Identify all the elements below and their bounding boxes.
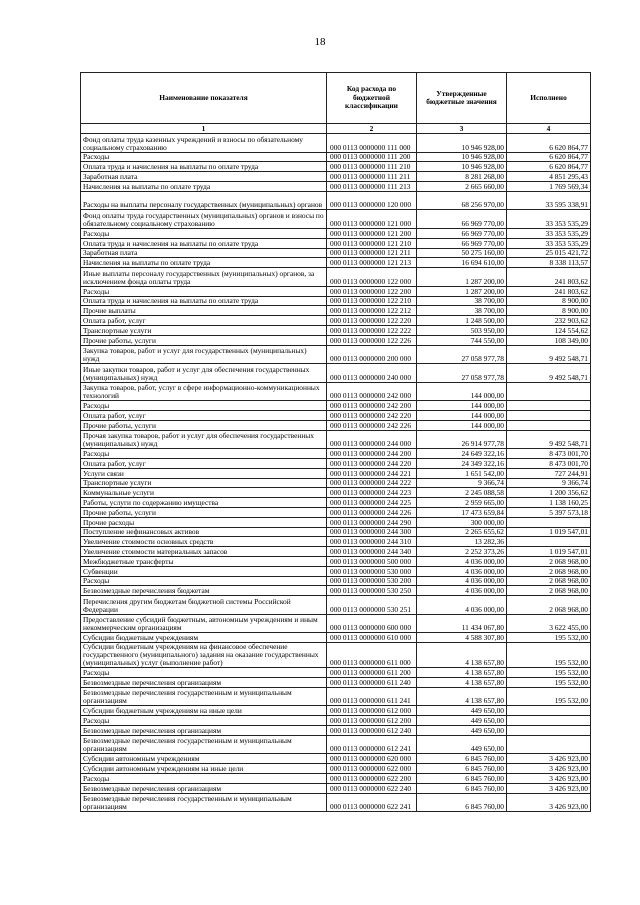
row-executed: 2 068 968,00	[507, 557, 591, 567]
row-executed	[507, 537, 591, 547]
row-name: Начисления на выплаты по оплате труда	[81, 181, 327, 191]
table-row	[81, 449, 591, 459]
row-code: 000 0113 0000000 122 222	[327, 325, 417, 335]
table-row	[81, 228, 591, 238]
row-name: Расходы	[81, 152, 327, 162]
row-approved: 4 138 657,80	[417, 687, 507, 706]
table-row	[81, 306, 591, 316]
table-row	[81, 364, 591, 383]
row-code: 000 0113 0000000 244 300	[327, 527, 417, 537]
row-name: Транспортные услуги	[81, 478, 327, 488]
row-name: Расходы	[81, 286, 327, 296]
row-name: Расходы	[81, 401, 327, 411]
row-name: Безвозмездные перечисления организациям	[81, 678, 327, 688]
row-executed: 33 595 338,91	[507, 191, 591, 210]
table-row	[81, 181, 591, 191]
table-row	[81, 547, 591, 557]
table-row	[81, 134, 591, 153]
column-number: 1	[81, 124, 327, 134]
row-executed: 3 426 923,00	[507, 783, 591, 793]
row-executed	[507, 411, 591, 421]
row-name: Прочие работы, услуги	[81, 508, 327, 518]
table-row	[81, 586, 591, 596]
table-row	[81, 248, 591, 258]
row-approved: 1 651 542,00	[417, 468, 507, 478]
table-row	[81, 754, 591, 764]
row-name: Прочая закупка товаров, работ и услуг для обеспечения государственных (муниципальных) нужд	[81, 430, 327, 449]
row-name: Расходы	[81, 668, 327, 678]
row-code: 000 0113 0000000 622 240	[327, 783, 417, 793]
table-row	[81, 687, 591, 706]
row-name: Заработная плата	[81, 248, 327, 258]
row-approved: 449 650,00	[417, 716, 507, 726]
row-name: Транспортные услуги	[81, 325, 327, 335]
table-body	[81, 134, 591, 812]
row-code: 000 0113 0000000 244 222	[327, 478, 417, 488]
table-row	[81, 296, 591, 306]
table-row	[81, 268, 591, 287]
row-executed: 1 200 356,62	[507, 488, 591, 498]
row-approved: 2 252 373,26	[417, 547, 507, 557]
table-row	[81, 557, 591, 567]
row-code: 000 0113 0000000 620 000	[327, 754, 417, 764]
row-code: 000 0113 0000000 622 241	[327, 793, 417, 812]
row-approved: 11 434 067,80	[417, 614, 507, 633]
row-executed	[507, 726, 591, 736]
row-name: Услуги связи	[81, 468, 327, 478]
row-approved: 38 700,00	[417, 306, 507, 316]
row-name: Оплата работ, услуг	[81, 316, 327, 326]
table-row	[81, 537, 591, 547]
row-executed	[507, 735, 591, 754]
row-approved: 1 287 200,00	[417, 286, 507, 296]
row-name: Субсидии бюджетным учреждениям на иные цели	[81, 706, 327, 716]
row-code: 000 0113 0000000 121 000	[327, 210, 417, 229]
row-executed: 9 492 548,71	[507, 345, 591, 364]
row-name: Расходы	[81, 449, 327, 459]
row-code: 000 0113 0000000 121 213	[327, 258, 417, 268]
row-approved: 8 281 268,00	[417, 172, 507, 182]
row-executed: 124 554,62	[507, 325, 591, 335]
budget-execution-table	[80, 72, 591, 812]
row-approved: 144 000,00	[417, 401, 507, 411]
row-approved: 744 550,00	[417, 335, 507, 345]
header-approved: Утвержденные бюджетные значения	[417, 73, 507, 124]
row-code: 000 0113 0000000 244 223	[327, 488, 417, 498]
row-approved: 300 000,00	[417, 517, 507, 527]
row-executed: 25 015 421,72	[507, 248, 591, 258]
header-code: Код расхода по бюджетной классификации	[327, 73, 417, 124]
table-row	[81, 162, 591, 172]
row-executed: 2 068 968,00	[507, 596, 591, 615]
row-name: Закупка товаров, работ и услуг для государственных (муниципальных) нужд	[81, 345, 327, 364]
row-code: 000 0113 0000000 200 000	[327, 345, 417, 364]
row-code: 000 0113 0000000 244 200	[327, 449, 417, 459]
table-row	[81, 238, 591, 248]
row-name: Межбюджетные трансферты	[81, 557, 327, 567]
table-row	[81, 614, 591, 633]
row-executed: 241 803,62	[507, 286, 591, 296]
row-executed: 33 353 535,29	[507, 210, 591, 229]
table-row	[81, 345, 591, 364]
row-code: 000 0113 0000000 244 340	[327, 547, 417, 557]
row-approved: 4 036 000,00	[417, 566, 507, 576]
row-approved: 2 245 088,58	[417, 488, 507, 498]
row-name: Увеличение стоимости материальных запасов	[81, 547, 327, 557]
table-row	[81, 478, 591, 488]
row-approved: 2 959 665,00	[417, 498, 507, 508]
row-name: Закупка товаров, работ, услуг в сфере информационно-коммуникационных технологий	[81, 382, 327, 401]
row-code: 000 0113 0000000 121 211	[327, 248, 417, 258]
table-row	[81, 527, 591, 537]
row-executed: 5 397 573,18	[507, 508, 591, 518]
row-code: 000 0113 0000000 612 200	[327, 716, 417, 726]
row-approved: 2 265 655,62	[417, 527, 507, 537]
row-name: Субсидии бюджетным учреждениям на финансовое обеспечение государственного (муниципального) задания на оказание государственных (муниципальных) услуг (выполнение работ)	[81, 643, 327, 668]
row-executed: 8 338 113,57	[507, 258, 591, 268]
row-name: Заработная плата	[81, 172, 327, 182]
row-code: 000 0113 0000000 611 200	[327, 668, 417, 678]
row-code: 000 0113 0000000 244 220	[327, 459, 417, 469]
row-code: 000 0113 0000000 530 000	[327, 566, 417, 576]
row-executed: 3 622 455,00	[507, 614, 591, 633]
row-executed: 3 426 923,00	[507, 774, 591, 784]
row-approved: 16 694 610,00	[417, 258, 507, 268]
table-row	[81, 286, 591, 296]
row-approved: 4 036 000,00	[417, 596, 507, 615]
row-code: 000 0113 0000000 600 000	[327, 614, 417, 633]
row-approved: 6 845 760,00	[417, 764, 507, 774]
row-approved: 449 650,00	[417, 735, 507, 754]
row-code: 000 0113 0000000 111 210	[327, 162, 417, 172]
row-approved: 4 588 307,80	[417, 633, 507, 643]
row-name: Безвозмездные перечисления бюджетам	[81, 586, 327, 596]
row-code: 000 0113 0000000 244 225	[327, 498, 417, 508]
table-row	[81, 191, 591, 210]
row-approved: 27 058 977,78	[417, 364, 507, 383]
row-executed: 2 068 968,00	[507, 566, 591, 576]
table-row	[81, 172, 591, 182]
row-name: Иные закупки товаров, работ и услуг для обеспечения государственных (муниципальных) нужд	[81, 364, 327, 383]
table-row	[81, 468, 591, 478]
row-name: Безвозмездные перечисления государственным и муниципальным организациям	[81, 687, 327, 706]
row-executed: 8 900,00	[507, 306, 591, 316]
row-executed: 8 900,00	[507, 296, 591, 306]
table-row	[81, 576, 591, 586]
row-name: Расходы	[81, 576, 327, 586]
row-executed	[507, 382, 591, 401]
row-executed: 1 019 547,01	[507, 547, 591, 557]
row-code: 000 0113 0000000 120 000	[327, 191, 417, 210]
row-code: 000 0113 0000000 121 210	[327, 238, 417, 248]
row-name: Субсидии автономным учреждениям на иные цели	[81, 764, 327, 774]
row-approved: 68 256 970,00	[417, 191, 507, 210]
row-code: 000 0113 0000000 240 000	[327, 364, 417, 383]
page-number: 18	[314, 36, 326, 48]
row-code: 000 0113 0000000 242 226	[327, 420, 417, 430]
table-row	[81, 774, 591, 784]
table-row	[81, 726, 591, 736]
header-name: Наименование показателя	[81, 73, 327, 124]
row-executed	[507, 401, 591, 411]
table-row	[81, 210, 591, 229]
row-code: 000 0113 0000000 111 000	[327, 134, 417, 153]
row-name: Коммунальные услуги	[81, 488, 327, 498]
row-executed: 6 620 864,77	[507, 162, 591, 172]
row-code: 000 0113 0000000 500 000	[327, 557, 417, 567]
row-executed: 33 353 535,29	[507, 228, 591, 238]
row-approved: 66 969 770,00	[417, 210, 507, 229]
row-code: 000 0113 0000000 530 200	[327, 576, 417, 586]
table-row	[81, 508, 591, 518]
row-name: Прочие работы, услуги	[81, 335, 327, 345]
row-executed: 195 532,00	[507, 643, 591, 668]
row-executed	[507, 517, 591, 527]
row-executed: 1 769 569,34	[507, 181, 591, 191]
row-code: 000 0113 0000000 622 200	[327, 774, 417, 784]
row-code: 000 0113 0000000 612 240	[327, 726, 417, 736]
table-header	[81, 73, 591, 134]
row-code: 000 0113 0000000 611 000	[327, 643, 417, 668]
table-row	[81, 668, 591, 678]
row-code: 000 0113 0000000 121 200	[327, 228, 417, 238]
row-approved: 10 946 928,00	[417, 134, 507, 153]
row-approved: 144 000,00	[417, 420, 507, 430]
row-executed: 1 019 547,01	[507, 527, 591, 537]
row-code: 000 0113 0000000 244 290	[327, 517, 417, 527]
row-approved: 4 036 000,00	[417, 586, 507, 596]
row-name: Безвозмездные перечисления организациям	[81, 726, 327, 736]
row-code: 000 0113 0000000 244 000	[327, 430, 417, 449]
row-code: 000 0113 0000000 622 000	[327, 764, 417, 774]
row-executed: 727 244,91	[507, 468, 591, 478]
table-row	[81, 706, 591, 716]
column-number: 4	[507, 124, 591, 134]
row-approved: 66 969 770,00	[417, 238, 507, 248]
row-approved: 6 845 760,00	[417, 783, 507, 793]
row-executed	[507, 716, 591, 726]
table-row	[81, 596, 591, 615]
row-executed: 33 353 535,29	[507, 238, 591, 248]
row-code: 000 0113 0000000 242 200	[327, 401, 417, 411]
row-code: 000 0113 0000000 610 000	[327, 633, 417, 643]
column-number: 2	[327, 124, 417, 134]
row-approved: 4 138 657,80	[417, 668, 507, 678]
row-code: 000 0113 0000000 244 221	[327, 468, 417, 478]
row-approved: 24 349 322,16	[417, 459, 507, 469]
row-name: Предоставление субсидий бюджетным, автономным учреждениям и иным некоммерческим организациям	[81, 614, 327, 633]
row-approved: 4 138 657,80	[417, 643, 507, 668]
row-name: Оплата труда и начисления на выплаты по оплате труда	[81, 162, 327, 172]
row-name: Расходы	[81, 228, 327, 238]
table-row	[81, 459, 591, 469]
row-executed: 6 620 864,77	[507, 152, 591, 162]
row-code: 000 0113 0000000 242 220	[327, 411, 417, 421]
table-row	[81, 498, 591, 508]
row-approved: 1 248 500,00	[417, 316, 507, 326]
row-executed: 108 349,00	[507, 335, 591, 345]
row-name: Прочие выплаты	[81, 306, 327, 316]
table-row	[81, 401, 591, 411]
row-executed: 3 426 923,00	[507, 754, 591, 764]
row-approved: 26 914 977,78	[417, 430, 507, 449]
row-approved: 449 650,00	[417, 706, 507, 716]
table-row	[81, 643, 591, 668]
row-executed: 4 851 295,43	[507, 172, 591, 182]
table-row	[81, 566, 591, 576]
row-approved: 24 649 322,16	[417, 449, 507, 459]
row-name: Перечисления другим бюджетам бюджетной системы Российской Федерации	[81, 596, 327, 615]
row-executed: 232 903,62	[507, 316, 591, 326]
table-row	[81, 783, 591, 793]
row-executed: 9 492 548,71	[507, 430, 591, 449]
row-executed: 9 492 548,71	[507, 364, 591, 383]
row-code: 000 0113 0000000 122 200	[327, 286, 417, 296]
row-code: 000 0113 0000000 612 241	[327, 735, 417, 754]
row-name: Субвенции	[81, 566, 327, 576]
row-name: Работы, услуги по содержанию имущества	[81, 498, 327, 508]
table-row	[81, 633, 591, 643]
row-approved: 6 845 760,00	[417, 793, 507, 812]
table-row	[81, 488, 591, 498]
table-row	[81, 517, 591, 527]
row-code: 000 0113 0000000 111 200	[327, 152, 417, 162]
table-row	[81, 335, 591, 345]
row-name: Субсидии бюджетным учреждениям	[81, 633, 327, 643]
row-executed: 195 532,00	[507, 687, 591, 706]
row-name: Оплата труда и начисления на выплаты по оплате труда	[81, 238, 327, 248]
table-row	[81, 764, 591, 774]
row-name: Безвозмездные перечисления государственным и муниципальным организациям	[81, 793, 327, 812]
row-approved: 144 000,00	[417, 382, 507, 401]
row-approved: 38 700,00	[417, 296, 507, 306]
table-row	[81, 430, 591, 449]
row-name: Прочие расходы	[81, 517, 327, 527]
row-executed: 2 068 968,00	[507, 586, 591, 596]
table-row	[81, 793, 591, 812]
row-code: 000 0113 0000000 530 250	[327, 586, 417, 596]
row-executed: 1 138 160,25	[507, 498, 591, 508]
row-code: 000 0113 0000000 122 220	[327, 316, 417, 326]
table-row	[81, 325, 591, 335]
row-code: 000 0113 0000000 111 213	[327, 181, 417, 191]
row-code: 000 0113 0000000 122 210	[327, 296, 417, 306]
row-approved: 13 282,36	[417, 537, 507, 547]
row-name: Фонд оплаты труда государственных (муниципальных) органов и взносы по обязательному социальному страхованию	[81, 210, 327, 229]
row-executed: 3 426 923,00	[507, 764, 591, 774]
table-row	[81, 382, 591, 401]
row-code: 000 0113 0000000 122 000	[327, 268, 417, 287]
header-executed: Исполнено	[507, 73, 591, 124]
row-approved: 503 950,00	[417, 325, 507, 335]
table-row	[81, 716, 591, 726]
row-executed: 9 366,74	[507, 478, 591, 488]
table-row	[81, 258, 591, 268]
row-approved: 9 366,74	[417, 478, 507, 488]
row-approved: 50 275 160,00	[417, 248, 507, 258]
row-name: Прочие работы, услуги	[81, 420, 327, 430]
table-row	[81, 152, 591, 162]
row-executed	[507, 706, 591, 716]
row-approved: 10 946 928,00	[417, 152, 507, 162]
row-executed: 2 068 968,00	[507, 576, 591, 586]
table-row	[81, 316, 591, 326]
row-executed: 241 803,62	[507, 268, 591, 287]
row-name: Оплата труда и начисления на выплаты по оплате труда	[81, 296, 327, 306]
row-code: 000 0113 0000000 612 000	[327, 706, 417, 716]
row-code: 000 0113 0000000 530 251	[327, 596, 417, 615]
row-executed: 195 532,00	[507, 633, 591, 643]
row-code: 000 0113 0000000 111 211	[327, 172, 417, 182]
row-approved: 66 969 770,00	[417, 228, 507, 238]
row-approved: 449 650,00	[417, 726, 507, 736]
row-approved: 6 845 760,00	[417, 774, 507, 784]
row-approved: 1 287 200,00	[417, 268, 507, 287]
row-name: Оплата работ, услуг	[81, 459, 327, 469]
row-code: 000 0113 0000000 122 226	[327, 335, 417, 345]
row-name: Иные выплаты персоналу государственных (муниципальных) органов, за исключением фонда оплаты труда	[81, 268, 327, 287]
row-code: 000 0113 0000000 122 212	[327, 306, 417, 316]
row-name: Субсидии автономным учреждениям	[81, 754, 327, 764]
row-executed: 195 532,00	[507, 678, 591, 688]
row-name: Расходы	[81, 774, 327, 784]
row-executed: 195 532,00	[507, 668, 591, 678]
row-name: Расходы	[81, 716, 327, 726]
row-name: Безвозмездные перечисления организациям	[81, 783, 327, 793]
row-code: 000 0113 0000000 244 310	[327, 537, 417, 547]
row-approved: 27 058 977,78	[417, 345, 507, 364]
row-approved: 4 138 657,80	[417, 678, 507, 688]
row-approved: 4 036 000,00	[417, 557, 507, 567]
row-name: Фонд оплаты труда казенных учреждений и взносы по обязательному социальному страхованию	[81, 134, 327, 153]
row-code: 000 0113 0000000 242 000	[327, 382, 417, 401]
row-approved: 4 036 000,00	[417, 576, 507, 586]
table-row	[81, 735, 591, 754]
row-approved: 2 665 660,00	[417, 181, 507, 191]
row-name: Расходы на выплаты персоналу государственных (муниципальных) органов	[81, 191, 327, 210]
table-row	[81, 678, 591, 688]
row-name: Поступление нефинансовых активов	[81, 527, 327, 537]
row-approved: 10 946 928,00	[417, 162, 507, 172]
row-approved: 6 845 760,00	[417, 754, 507, 764]
row-name: Безвозмездные перечисления государственным и муниципальным организациям	[81, 735, 327, 754]
row-code: 000 0113 0000000 611 241	[327, 687, 417, 706]
table-row	[81, 420, 591, 430]
row-executed	[507, 420, 591, 430]
row-approved: 144 000,00	[417, 411, 507, 421]
row-executed: 6 620 864,77	[507, 134, 591, 153]
row-name: Увеличение стоимости основных средств	[81, 537, 327, 547]
row-approved: 17 473 659,84	[417, 508, 507, 518]
column-number: 3	[417, 124, 507, 134]
row-executed: 8 473 001,70	[507, 449, 591, 459]
row-name: Оплата работ, услуг	[81, 411, 327, 421]
row-executed: 3 426 923,00	[507, 793, 591, 812]
row-executed: 8 473 001,70	[507, 459, 591, 469]
table-row	[81, 411, 591, 421]
row-name: Начисления на выплаты по оплате труда	[81, 258, 327, 268]
row-code: 000 0113 0000000 611 240	[327, 678, 417, 688]
row-code: 000 0113 0000000 244 226	[327, 508, 417, 518]
